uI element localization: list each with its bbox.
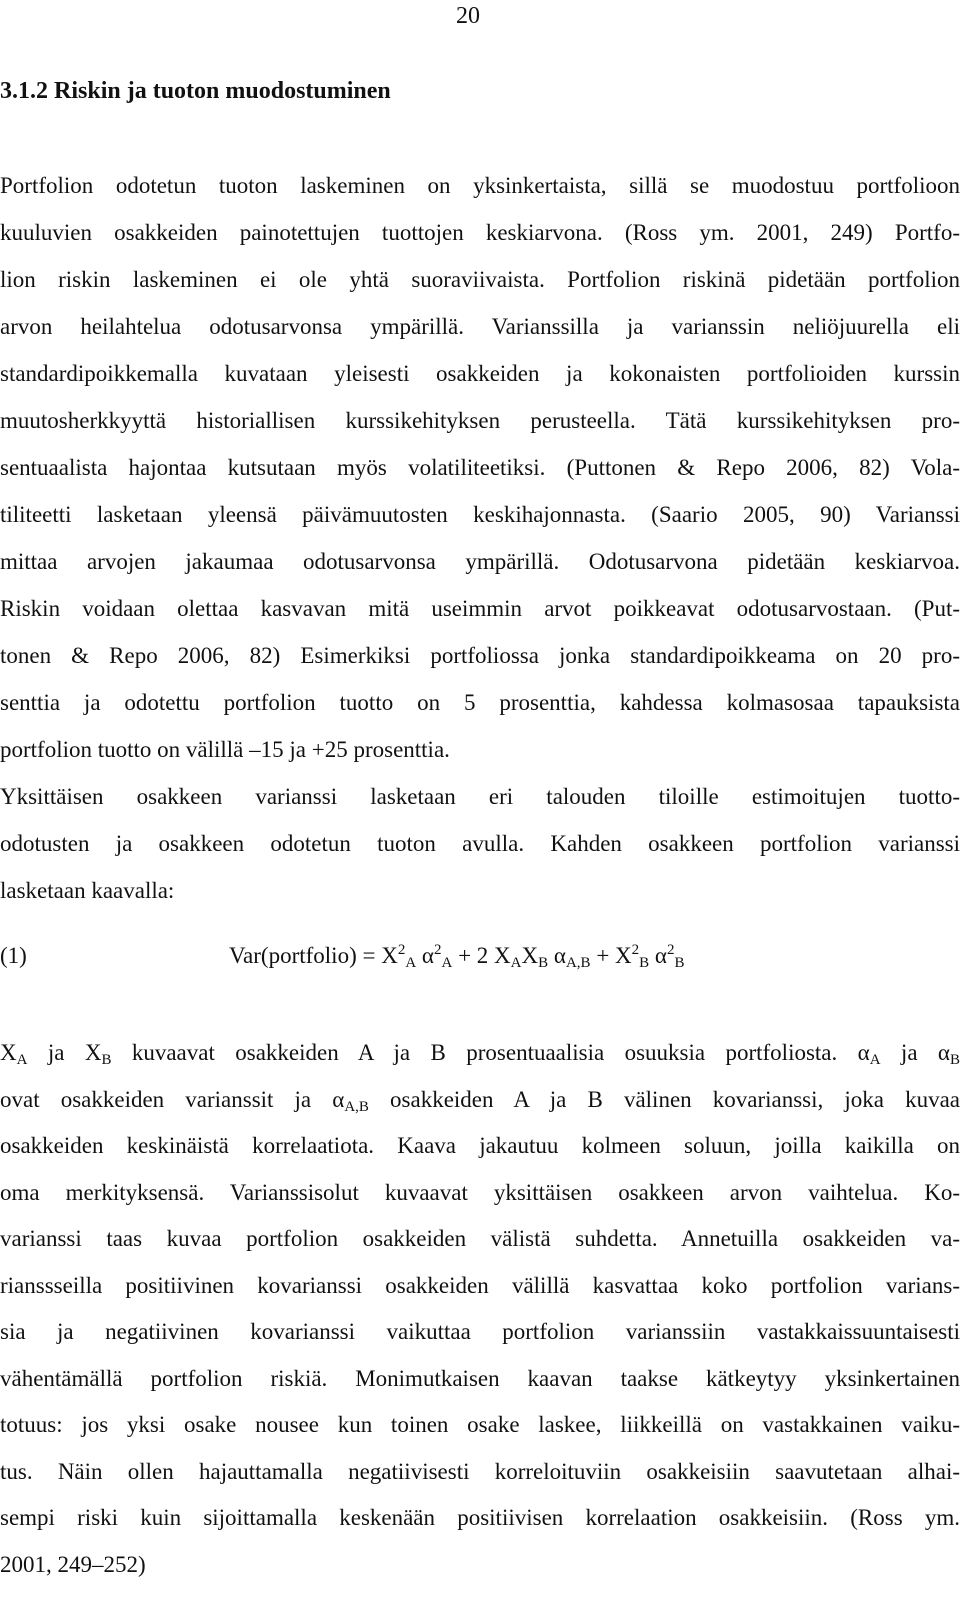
formula-sub: A bbox=[510, 955, 522, 971]
text-line: oma merkityksensä. Varianssisolut kuvaavat yksittäisen osakkeen arvon vaihtelua. Ko- bbox=[0, 1179, 960, 1205]
symbol-sub: A,B bbox=[344, 1098, 369, 1115]
text-line: Riskin voidaan olettaa kasvavan mitä useimmin arvot poikkeavat odotusarvostaan. (Put- bbox=[0, 596, 960, 621]
formula-term: + 2 X bbox=[452, 943, 511, 968]
text-line: 2001, 249–252) bbox=[0, 1551, 146, 1577]
text-line bbox=[0, 1077, 960, 1124]
text-line: sentuaalista hajontaa kutsutaan myös volatiliteetiksi. (Puttonen & Repo 2006, 82) Vola- bbox=[0, 455, 960, 480]
formula-lhs: Var(portfolio) = X bbox=[229, 943, 398, 968]
alpha-symbol: α bbox=[857, 1040, 870, 1065]
formula-term: + X bbox=[590, 943, 632, 968]
text-fragment: osakkeiden A ja B välinen kovarianssi, joka kuvaa bbox=[368, 1086, 960, 1112]
text-fragment: ovat osakkeiden varianssit ja bbox=[0, 1086, 333, 1112]
text-line: Yksittäisen osakkeen varianssi lasketaan eri talouden tiloille estimoitujen tuotto- bbox=[0, 784, 960, 809]
text-fragment: ja bbox=[880, 1040, 938, 1065]
text-line bbox=[0, 1030, 960, 1077]
text-line: lion riskin laskeminen ei ole yhtä suoraviivaista. Portfolion riskinä pidetään portfolion bbox=[0, 267, 960, 292]
formula-sub: B bbox=[639, 955, 650, 971]
text-line: mittaa arvojen jakaumaa odotusarvonsa ympärillä. Odotusarvona pidetään keskiarvoa. bbox=[0, 549, 960, 574]
alpha-symbol: α bbox=[553, 943, 566, 968]
symbol: X bbox=[0, 1040, 17, 1065]
alpha-symbol: α bbox=[937, 1040, 950, 1065]
page-number: 20 bbox=[456, 3, 480, 29]
formula-sup: 2 bbox=[433, 942, 442, 958]
formula-term: X bbox=[521, 943, 539, 968]
text-line: lasketaan kaavalla: bbox=[0, 878, 175, 903]
text-line: standardipoikkemalla kuvataan yleisesti osakkeiden ja kokonaisten portfolioiden kurssin bbox=[0, 361, 960, 386]
paragraph-explanation bbox=[0, 1030, 960, 1588]
text-line: varianssi taas kuvaa portfolion osakkeiden välistä suhdetta. Annetuilla osakkeiden va- bbox=[0, 1226, 960, 1251]
formula-sup: 2 bbox=[397, 942, 406, 958]
formula-number: (1) bbox=[0, 943, 27, 968]
formula-sub: A bbox=[441, 955, 453, 971]
alpha-symbol: α bbox=[654, 943, 667, 968]
text-line: kuuluvien osakkeiden painotettujen tuottojen keskiarvona. (Ross ym. 2001, 249) Portfo- bbox=[0, 220, 960, 245]
text-line: sia ja negatiivinen kovarianssi vaikuttaa portfolion varianssiin vastakkaissuuntaisesti bbox=[0, 1319, 960, 1344]
formula-sub: A,B bbox=[565, 955, 591, 971]
text-line: portfolion tuotto on välillä –15 ja +25 prosenttia. bbox=[0, 737, 450, 762]
text-line: arvon heilahtelua odotusarvonsa ympärillä. Varianssilla ja varianssin neliöjuurella eli bbox=[0, 314, 960, 339]
alpha-symbol: α bbox=[332, 1086, 345, 1112]
text-line: tonen & Repo 2006, 82) Esimerkiksi portfoliossa jonka standardipoikkeama on 20 pro- bbox=[0, 643, 960, 668]
formula-sub: A bbox=[405, 955, 417, 971]
text-line: muutosherkkyyttä historiallisen kurssikehityksen perusteella. Tätä kurssikehityksen pro- bbox=[0, 408, 960, 433]
text-line: totuus: jos yksi osake nousee kun toinen osake laskee, liikkeillä on vastakkainen vaiku- bbox=[0, 1412, 960, 1437]
text-line: tus. Näin ollen hajauttamalla negatiivisesti korreloituviin osakkeisiin saavutetaan alhai- bbox=[0, 1458, 960, 1484]
variance-formula bbox=[229, 934, 685, 978]
text-line: Portfolion odotetun tuoton laskeminen on yksinkertaista, sillä se muodostuu portfolioon bbox=[0, 173, 960, 198]
text-fragment: kuvaavat osakkeiden A ja B prosentuaalisia osuuksia portfoliosta. bbox=[111, 1040, 858, 1065]
text-line: odotusten ja osakkeen odotetun tuoton avulla. Kahden osakkeen portfolion varianssi bbox=[0, 831, 960, 856]
text-line: vähentämällä portfolion riskiä. Monimutkaisen kaavan taakse kätkeytyy yksinkertainen bbox=[0, 1365, 960, 1391]
formula-row bbox=[0, 934, 960, 978]
text-line: senttia ja odotettu portfolion tuotto on 5 prosenttia, kahdessa kolmasosaa tapauksista bbox=[0, 690, 960, 715]
formula-sub: B bbox=[674, 955, 685, 971]
text-line: sempi riski kuin sijoittamalla keskenään positiivisen korrelaation osakkeisiin. (Ross ym. bbox=[0, 1505, 960, 1530]
symbol-sub: B bbox=[101, 1052, 112, 1068]
formula-sup: 2 bbox=[666, 942, 675, 958]
formula-sub: B bbox=[538, 955, 549, 971]
symbol-sub: A bbox=[16, 1052, 28, 1068]
text-line: tiliteetti lasketaan yleensä päivämuutosten keskihajonnasta. (Saario 2005, 90) Varianssi bbox=[0, 502, 960, 527]
symbol-sub: B bbox=[949, 1052, 960, 1068]
symbol-sub: A bbox=[869, 1052, 881, 1068]
alpha-symbol: α bbox=[421, 943, 434, 968]
formula-sup: 2 bbox=[631, 942, 640, 958]
paragraph-intro bbox=[0, 162, 960, 914]
text-line: osakkeiden keskinäistä korrelaatiota. Kaava jakautuu kolmeen soluun, joilla kaikilla on bbox=[0, 1133, 960, 1158]
section-heading: 3.1.2 Riskin ja tuoton muodostuminen bbox=[0, 78, 391, 104]
text-fragment: ja X bbox=[27, 1040, 102, 1065]
text-line: rianssseilla positiivinen kovarianssi osakkeiden välillä kasvattaa koko portfolion varians- bbox=[0, 1272, 960, 1298]
